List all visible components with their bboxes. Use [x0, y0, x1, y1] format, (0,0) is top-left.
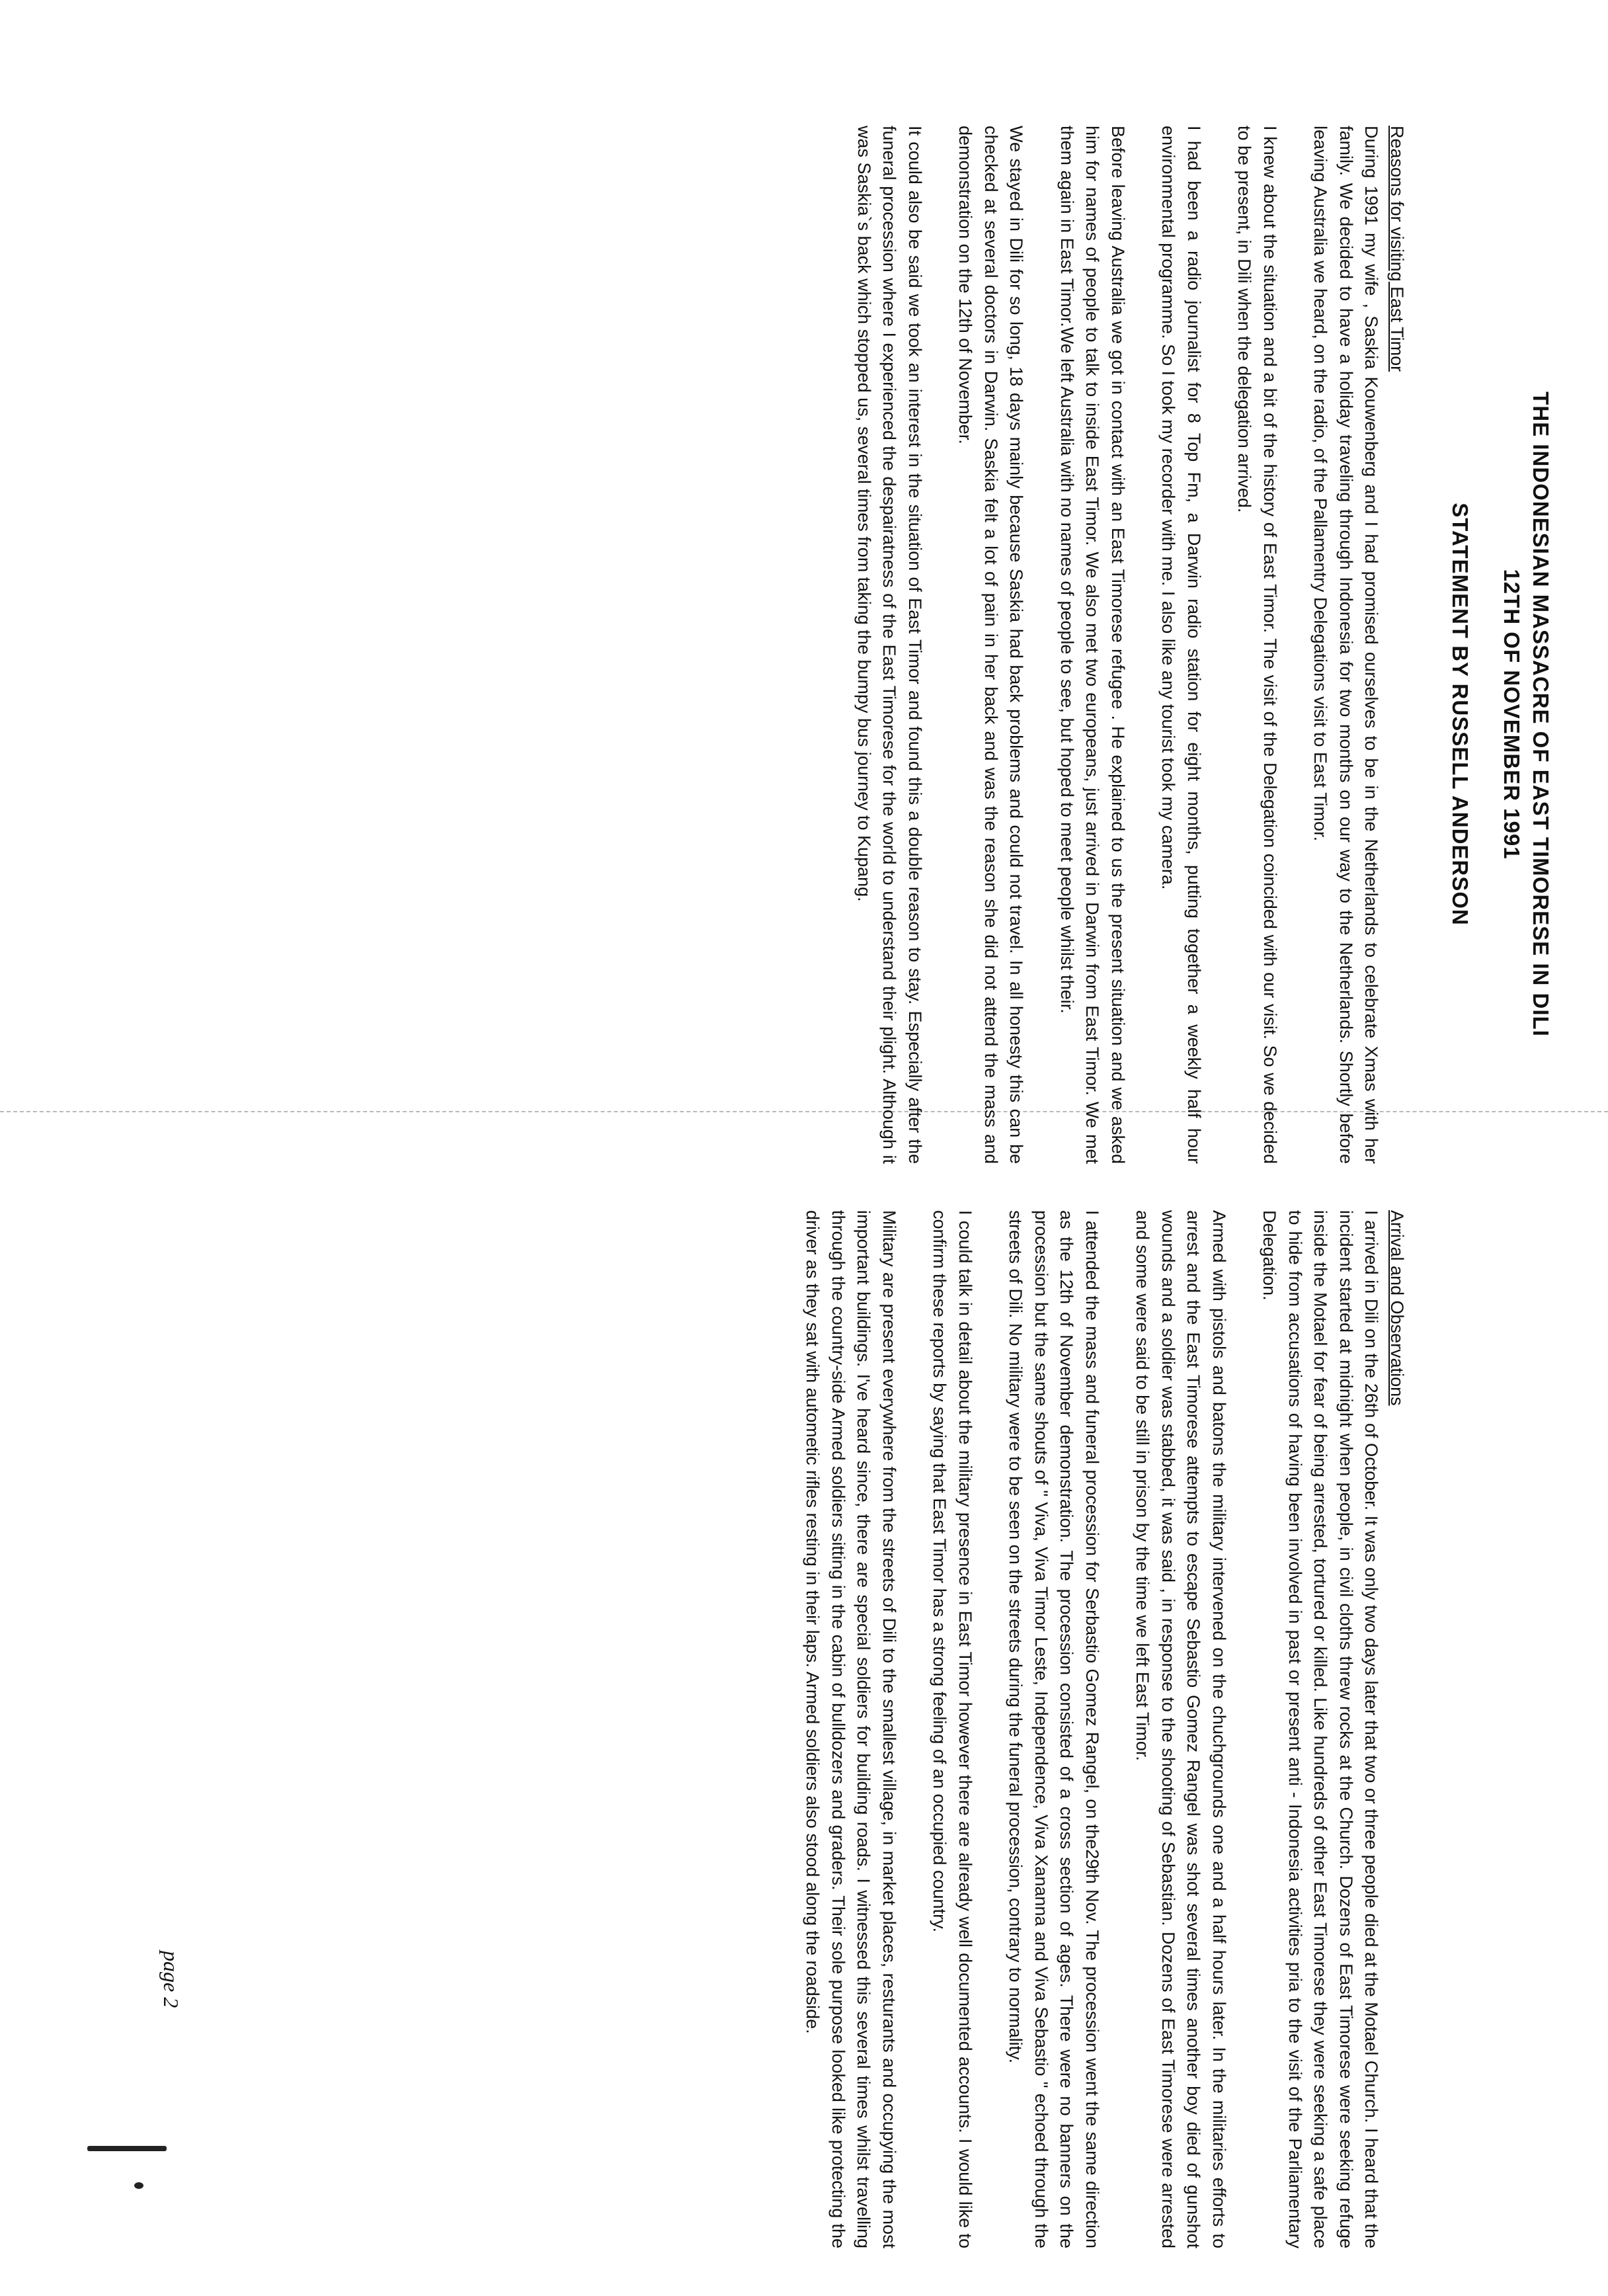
- title-line-2: 12TH OF NOVEMBER 1991: [1500, 569, 1524, 860]
- document-title: [1497, 198, 1555, 1230]
- paragraph: I attended the mass and funeral procession for Serbastio Gomez Rangel, on the29th Nov. The procession went the same direction as the 12th of November demonstration. The procession consisted of a cross section of ages. There were no banners on the procession but the same shouts of " Viva, Viva Timor Leste, Independence, Viva Xananna and Viva Sebastio " echoed through the streets of Dili. No military were to be seen on the streets during the funeral procession, contrary to normality.: [1006, 1210, 1102, 2248]
- scan-mark: [87, 2146, 167, 2151]
- left-column: [826, 126, 1410, 1164]
- section-heading-reasons: Reasons for visiting East Timor: [1387, 126, 1407, 372]
- paragraph: Armed with pistols and batons the military intervened on the chuchgrounds one and a half hours later. In the militaries efforts to arrest and the East Timorese attempts to escape Sebastio Gomez Rangel was shot several times another boy died of gunshot wounds and a soldier was stabbed, it was said , in response to the shooting of Sebastian. Dozens of East Timorese were arrested and some were said to be still in prison by the time we left East Timor.: [1133, 1210, 1229, 2248]
- paragraph: Military are present everywhere from the streets of Dili to the smallest village, in market places, resturants and occupying the most important buildings. I've heard since, there are special soldiers for building roads. I witnessed this several times whilst travelling through the country-side Armed soldiers sitting in the cabin of bulldozers and graders. Their sole purpose looked like protecting the driver as they sat with autometic rifles resting in their laps. Armed soldiers also stood along the roadside.: [803, 1210, 899, 2248]
- scan-dot: [134, 2182, 143, 2189]
- paragraph: We stayed in Dili for so long, 18 days mainly because Saskia had back problems and could not travel. In all honesty this can be checked at several doctors in Darwin. Saskia felt a lot of pain in her back and was the reason she did not attend the mass and demonstration on the 12th of November.: [955, 126, 1027, 1164]
- byline: STATEMENT BY RUSSELL ANDERSON: [1448, 503, 1472, 926]
- paragraph: I could talk in detail about the military presence in East Timor however there are already well documented accounts. I would like to confirm these reports by saying that East Timor has a strong feeling of an occupied country.: [930, 1210, 975, 2248]
- right-column: [775, 1210, 1410, 2248]
- title-line-1: THE INDONESIAN MASSACRE OF EAST TIMORESE IN DILI: [1529, 391, 1553, 1037]
- paragraph: During 1991 my wife , Saskia Kouwenberg and I had promised ourselves to be in the Netherlands to celebrate Xmas with her family. We decided to have a holiday traveling through Indonesia for two months on our way to the Netherlands. Shortly before leaving Australia we heard, on the radio, of the Pallamentry Delegations visit to East Timor.: [1310, 126, 1382, 1164]
- paragraph: I arrived in Dili on the 26th of October. It was only two days later that two or three people died at the Motael Church. I heard that the incident started at midnight when people, in civil cloths threw rocks at the Church. Dozens of East Timorese were seeking refuge inside the Motael for fear of being arrested, tortured or killed. Like hundreds of other East Timorese they were seeking a safe place to hide from accusations of having been involved in past or present anti - Indonesia activities pria to the visit of the Parliamentary Delegation.: [1260, 1210, 1382, 2248]
- paragraph: I knew about the situation and a bit of the history of East Timor. The visit of the Delegation coincided with our visit. So we decided to be present, in Dili when the delegation arrived.: [1234, 126, 1280, 1164]
- paragraph: I had been a radio journalist for 8 Top Fm, a Darwin radio station for eight months, putting together a weekly half hour environmental programme. So I took my recorder with me. I also like any tourist took my camera.: [1158, 126, 1204, 1164]
- paragraph: Before leaving Australia we got in contact with an East Timorese refugee . He explained to us the present situation and we asked him for names of people to talk to inside East Timor. We also met two europeans, just arrived in Darwin from East Timor. We met them again in East Timor.We left Australia with no names of people to see, but hoped to meet people whilst their.: [1057, 126, 1128, 1164]
- page-number: page 2: [159, 1951, 183, 2008]
- section-heading-arrival: Arrival and Observations: [1387, 1210, 1407, 1406]
- paragraph: It could also be said we took an interest in the situation of East Timor and found this a double reason to stay. Especially after the funeral procession where I experienced the despairatness of the East Timorese for the world to understand their plight. Although it was Saskia`s back which stopped us, several times from taking the bumpy bus journey to Kupang.: [854, 126, 925, 1164]
